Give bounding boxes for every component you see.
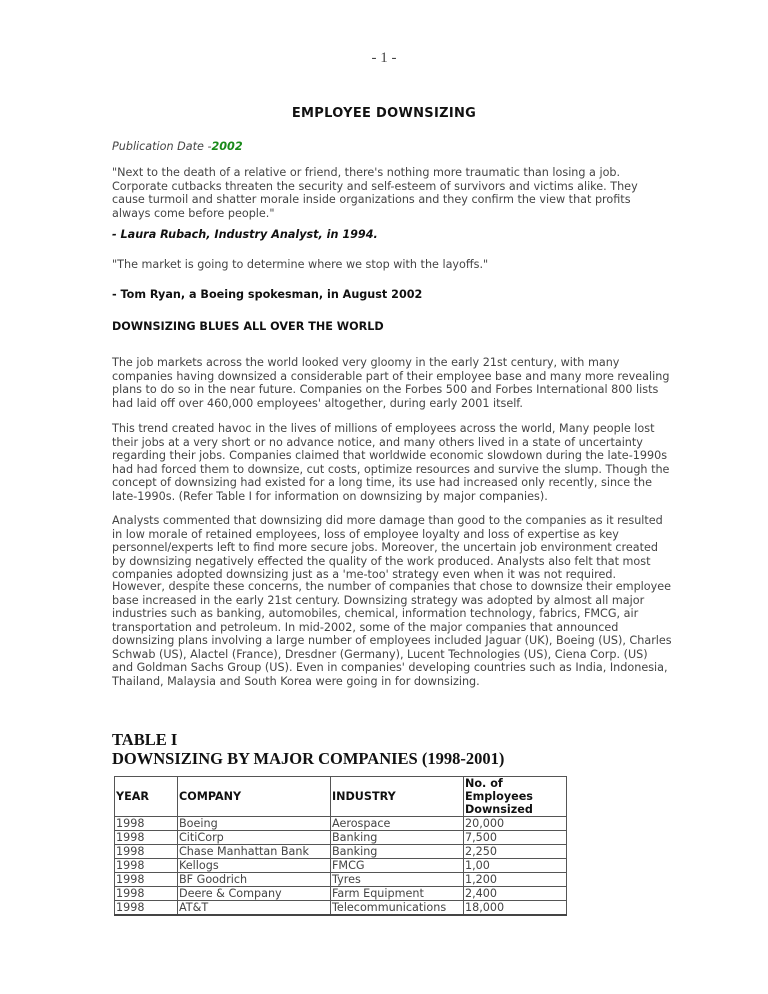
cell-employees: 18,000	[464, 901, 567, 916]
table-row	[115, 831, 567, 845]
cell-industry: Aerospace	[331, 817, 464, 831]
cell-year: 1998	[115, 901, 178, 916]
cell-company: AT&T	[178, 901, 331, 916]
section-heading: DOWNSIZING BLUES ALL OVER THE WORLD	[112, 320, 384, 333]
table-label: TABLE I	[112, 730, 178, 749]
paragraph: However, despite these concerns, the number of companies that chose to downsize their employee base increased in the early 21st century. Downsizing strategy was adopted by almost all major industries such as banking, automobiles, chemical, information technology, fabrics, FMCG, air transportation and petroleum. In mid-2002, some of the major companies that announced downsizing plans involving a large number of employees included Jaguar (UK), Boeing (US), Charles Schwab (US), Alactel (France), Dresdner (Germany), Lucent Technologies (US), Ciena Corp. (US) and Goldman Sachs Group (US). Even in companies' developing countries such as India, Indonesia, Thailand, Malaysia and South Korea were going in for downsizing.	[112, 580, 672, 688]
table-row	[115, 817, 567, 831]
table-row	[115, 887, 567, 901]
quote-attribution: - Tom Ryan, a Boeing spokesman, in August 2002	[112, 288, 423, 301]
table-row	[115, 901, 567, 916]
table-header-row	[115, 777, 567, 817]
table-caption	[112, 730, 504, 768]
publication-year: 2002	[211, 140, 243, 153]
document-body	[112, 140, 672, 688]
cell-company: Chase Manhattan Bank	[178, 845, 331, 859]
header-employees-downsized: No. of Employees Downsized	[464, 777, 567, 817]
cell-industry: Farm Equipment	[331, 887, 464, 901]
quote-attribution: - Laura Rubach, Industry Analyst, in 1994.	[112, 228, 378, 241]
cell-year: 1998	[115, 859, 178, 873]
cell-company: BF Goodrich	[178, 873, 331, 887]
cell-industry: Tyres	[331, 873, 464, 887]
cell-industry: FMCG	[331, 859, 464, 873]
header-company: COMPANY	[178, 777, 331, 817]
table-title: DOWNSIZING BY MAJOR COMPANIES (1998-2001)	[112, 749, 505, 768]
document-title: EMPLOYEE DOWNSIZING	[291, 106, 477, 121]
cell-company: CitiCorp	[178, 831, 331, 845]
table-row	[115, 859, 567, 873]
paragraph: This trend created havoc in the lives of millions of employees across the world, Many people lost their jobs at a very short or no advance notice, and many others lived in a state of uncertainty regarding their jobs. Companies claimed that worldwide economic slowdown during the late-1990s had had forced them to downsize, cut costs, optimize resources and survive the slump. Though the concept of downsizing had existed for a long time, its use had increased only recently, since the late-1990s. (Refer Table I for information on downsizing by major companies).	[112, 422, 670, 503]
cell-year: 1998	[115, 873, 178, 887]
header-year: YEAR	[115, 777, 178, 817]
publication-date-label: Publication Date -	[112, 140, 212, 153]
cell-employees: 2,400	[464, 887, 567, 901]
cell-company: Deere & Company	[178, 887, 331, 901]
cell-company: Kellogs	[178, 859, 331, 873]
cell-year: 1998	[115, 817, 178, 831]
publication-date	[112, 140, 672, 154]
table-row	[115, 873, 567, 887]
paragraph: The job markets across the world looked very gloomy in the early 21st century, with many companies having downsized a considerable part of their employee base and many more revealing plans to do so in the near future. Companies on the Forbes 500 and Forbes International 800 lists had laid off over 460,000 employees' altogether, during early 2001 itself.	[112, 356, 670, 410]
page-number: - 1 -	[371, 50, 397, 66]
cell-employees: 7,500	[464, 831, 567, 845]
cell-industry: Telecommunications	[331, 901, 464, 916]
cell-industry: Banking	[331, 831, 464, 845]
cell-year: 1998	[115, 845, 178, 859]
downsizing-table	[114, 776, 567, 916]
cell-employees: 2,250	[464, 845, 567, 859]
cell-industry: Banking	[331, 845, 464, 859]
cell-employees: 1,00	[464, 859, 567, 873]
header-industry: INDUSTRY	[331, 777, 464, 817]
quote-text: "The market is going to determine where we stop with the layoffs."	[112, 258, 489, 271]
paragraph: Analysts commented that downsizing did more damage than good to the companies as it resulted in low morale of retained employees, loss of employee loyalty and loss of expertise as key personnel/experts left to find more secure jobs. Moreover, the uncertain job environment created by downsizing negatively effected the quality of the work produced. Analysts also felt that most companies adopted downsizing just as a 'me-too' strategy even when it was not required.	[112, 514, 663, 581]
cell-employees: 20,000	[464, 817, 567, 831]
quote-text: "Next to the death of a relative or friend, there's nothing more traumatic than losing a job. Corporate cutbacks threaten the security and self-esteem of survivors and victims alike. They cause turmoil and shatter morale inside organizations and they confirm the view that profits always come before people."	[112, 166, 638, 220]
table-row	[115, 845, 567, 859]
cell-year: 1998	[115, 831, 178, 845]
cell-employees: 1,200	[464, 873, 567, 887]
cell-year: 1998	[115, 887, 178, 901]
cell-company: Boeing	[178, 817, 331, 831]
